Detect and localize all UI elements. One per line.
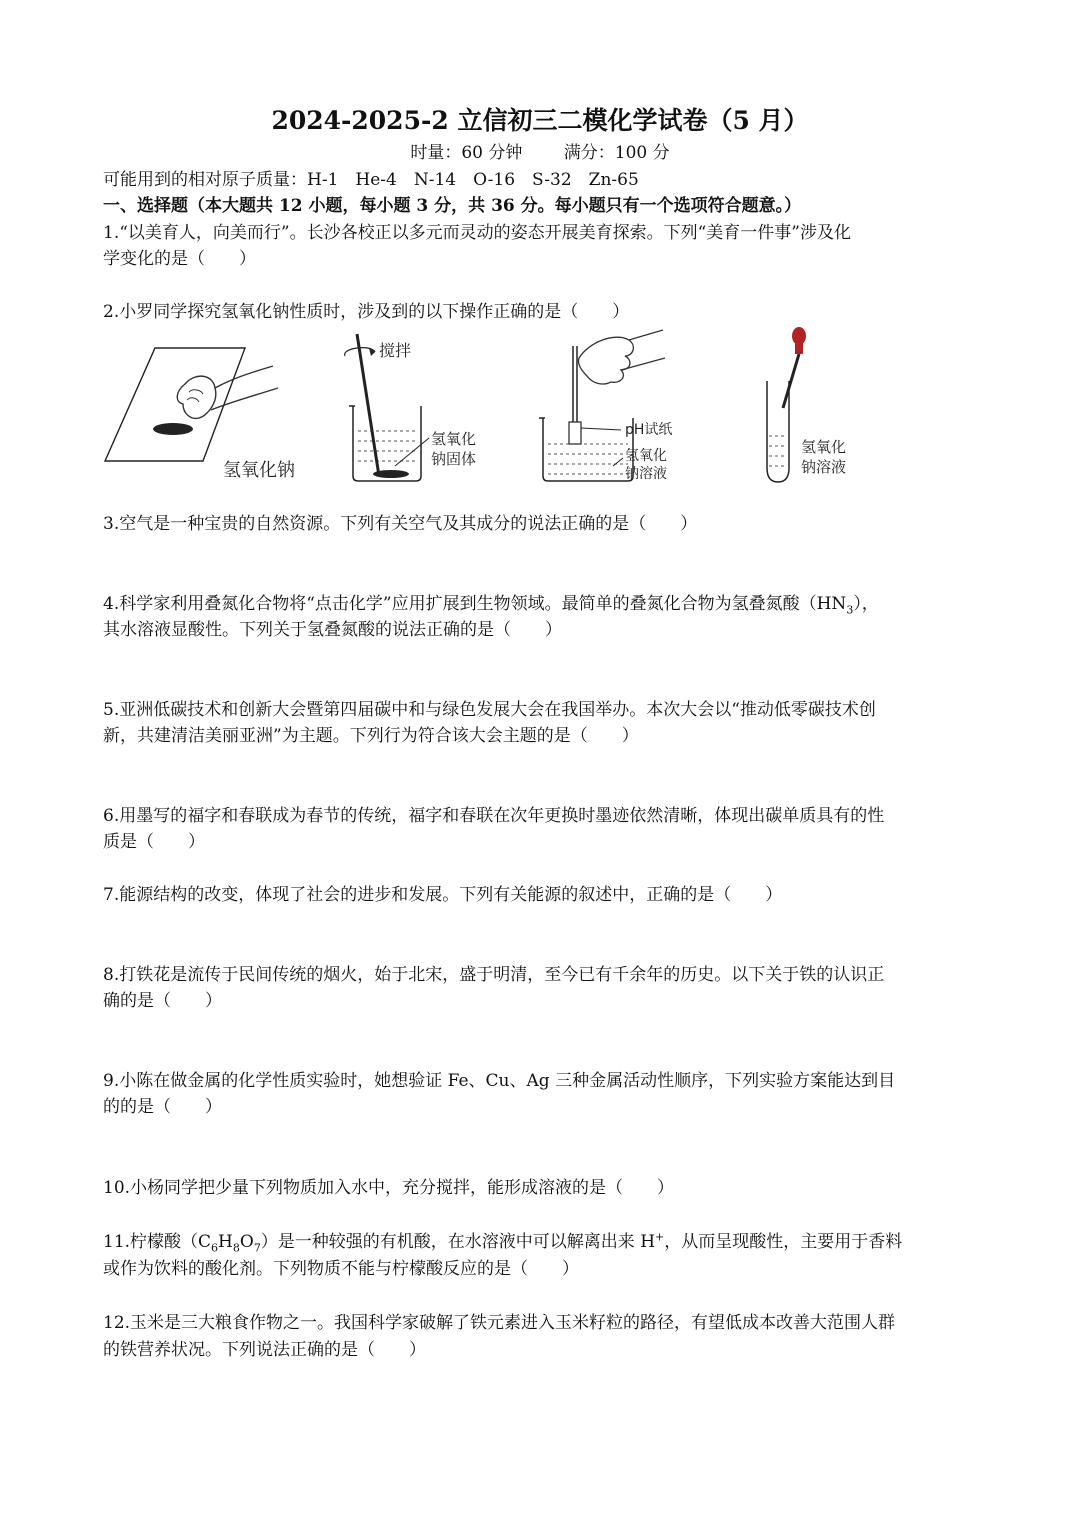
figure-a-label: 氢氧化钠 bbox=[223, 460, 295, 481]
q4-stem-line1 bbox=[103, 591, 980, 617]
q4-stem-end: ）， bbox=[853, 594, 879, 614]
q11-text-d: ）是一种较强的有机酸，在水溶液中可以解离出来 H bbox=[260, 1232, 656, 1252]
figure-a-take-solid bbox=[103, 326, 313, 486]
q6-stem-line2: 质是（ ） bbox=[103, 832, 205, 852]
page-title: 2024-2025-2 立信初三二模化学试卷（5 月） bbox=[271, 106, 809, 135]
figure-b-label-2: 钠固体 bbox=[431, 450, 477, 468]
q6-stem-line1: 6.用墨写的福字和春联成为春节的传统，福字和春联在次年更换时墨迹依然清晰，体现出碳单质具有的性 bbox=[103, 806, 885, 826]
q11-text-a: 11.柠檬酸（C bbox=[103, 1232, 212, 1252]
q12-stem-line2: 的铁营养状况。下列说法正确的是（ ） bbox=[103, 1340, 426, 1360]
q11-sup: + bbox=[655, 1230, 665, 1244]
q8-stem-line2: 确的是（ ） bbox=[103, 991, 222, 1011]
q9-stem-line1: 9.小陈在做金属的化学性质实验时，她想验证 Fe、Cu、Ag 三种金属活动性顺序，下列实验方案能达到目 bbox=[103, 1071, 896, 1091]
figure-c-ph-test bbox=[533, 326, 733, 486]
figure-c-label-1: 氢氧化 bbox=[625, 448, 667, 464]
figure-b-dissolve bbox=[331, 326, 501, 486]
q10-stem: 10.小杨同学把少量下列物质加入水中，充分搅拌，能形成溶液的是（ ） bbox=[103, 1178, 675, 1198]
exam-time: 时量：60 分钟 bbox=[410, 143, 523, 163]
q1-stem-line1: 1.“以美育人，向美而行”。长沙各校正以多元而灵动的姿态开展美育探索。下列“美育一件事”涉及化 bbox=[103, 223, 851, 243]
q5-stem-line2: 新，共建清洁美丽亚洲”为主题。下列行为符合该大会主题的是（ ） bbox=[103, 726, 639, 746]
q11-stem-line2: 或作为饮料的酸化剂。下列物质不能与柠檬酸反应的是（ ） bbox=[103, 1259, 579, 1279]
q3-stem: 3.空气是一种宝贵的自然资源。下列有关空气及其成分的说法正确的是（ ） bbox=[103, 514, 698, 534]
q4-stem-text: 4.科学家利用叠氮化合物将“点击化学”应用扩展到生物领域。最简单的叠氮化合物为氢叠氮酸（HN bbox=[103, 594, 847, 614]
atomic-masses: 可能用到的相对原子质量：H-1 He-4 N-14 O-16 S-32 Zn-65 bbox=[103, 170, 639, 190]
q7-stem: 7.能源结构的改变，体现了社会的进步和发展。下列有关能源的叙述中，正确的是（ ） bbox=[103, 885, 783, 905]
exam-info bbox=[0, 140, 1080, 166]
q2-figures bbox=[103, 326, 883, 486]
q11-text-b: H bbox=[218, 1232, 233, 1252]
q11-sub-2: 8 bbox=[232, 1241, 240, 1255]
figure-d-label-2: 钠溶液 bbox=[801, 458, 847, 476]
q12-stem-line1: 12.玉米是三大粮食作物之一。我国科学家破解了铁元素进入玉米籽粒的路径，有望低成本改善大范围人群 bbox=[103, 1313, 896, 1333]
figure-b-label-1: 氢氧化 bbox=[431, 430, 477, 448]
figure-d-drop-acid bbox=[743, 326, 883, 486]
q8-stem-line1: 8.打铁花是流传于民间传统的烟火，始于北宋，盛于明清，至今已有千余年的历史。以下关于铁的认识正 bbox=[103, 965, 885, 985]
q1-stem-line2: 学变化的是（ ） bbox=[103, 249, 256, 269]
q9-stem-line2: 的的是（ ） bbox=[103, 1097, 222, 1117]
q4-subscript: 3 bbox=[846, 603, 854, 617]
q11-sub-1: 6 bbox=[211, 1241, 219, 1255]
q11-text-c: O bbox=[239, 1232, 254, 1252]
exam-score: 满分：100 分 bbox=[563, 143, 670, 163]
figure-c-label-2: 钠溶液 bbox=[625, 466, 667, 482]
q11-stem-line1 bbox=[103, 1229, 980, 1255]
figure-b-stir-label: 搅拌 bbox=[379, 341, 412, 360]
q5-stem-line1: 5.亚洲低碳技术和创新大会暨第四届碳中和与绿色发展大会在我国举办。本次大会以“推动低零碳技术创 bbox=[103, 700, 876, 720]
figure-d-label-1: 氢氧化 bbox=[801, 438, 847, 456]
q2-stem: 2.小罗同学探究氢氧化钠性质时，涉及到的以下操作正确的是（ ） bbox=[103, 302, 630, 322]
q11-text-e: ，从而呈现酸性，主要用于香料 bbox=[664, 1232, 903, 1252]
q11-sub-3: 7 bbox=[253, 1241, 261, 1255]
q4-stem-line2: 其水溶液显酸性。下列关于氢叠氮酸的说法正确的是（ ） bbox=[103, 620, 562, 640]
figure-c-paper-label: pH试纸 bbox=[625, 422, 673, 438]
section-heading: 一、选择题（本大题共 12 小题，每小题 3 分，共 36 分。每小题只有一个选项符合题意。） bbox=[103, 196, 802, 216]
